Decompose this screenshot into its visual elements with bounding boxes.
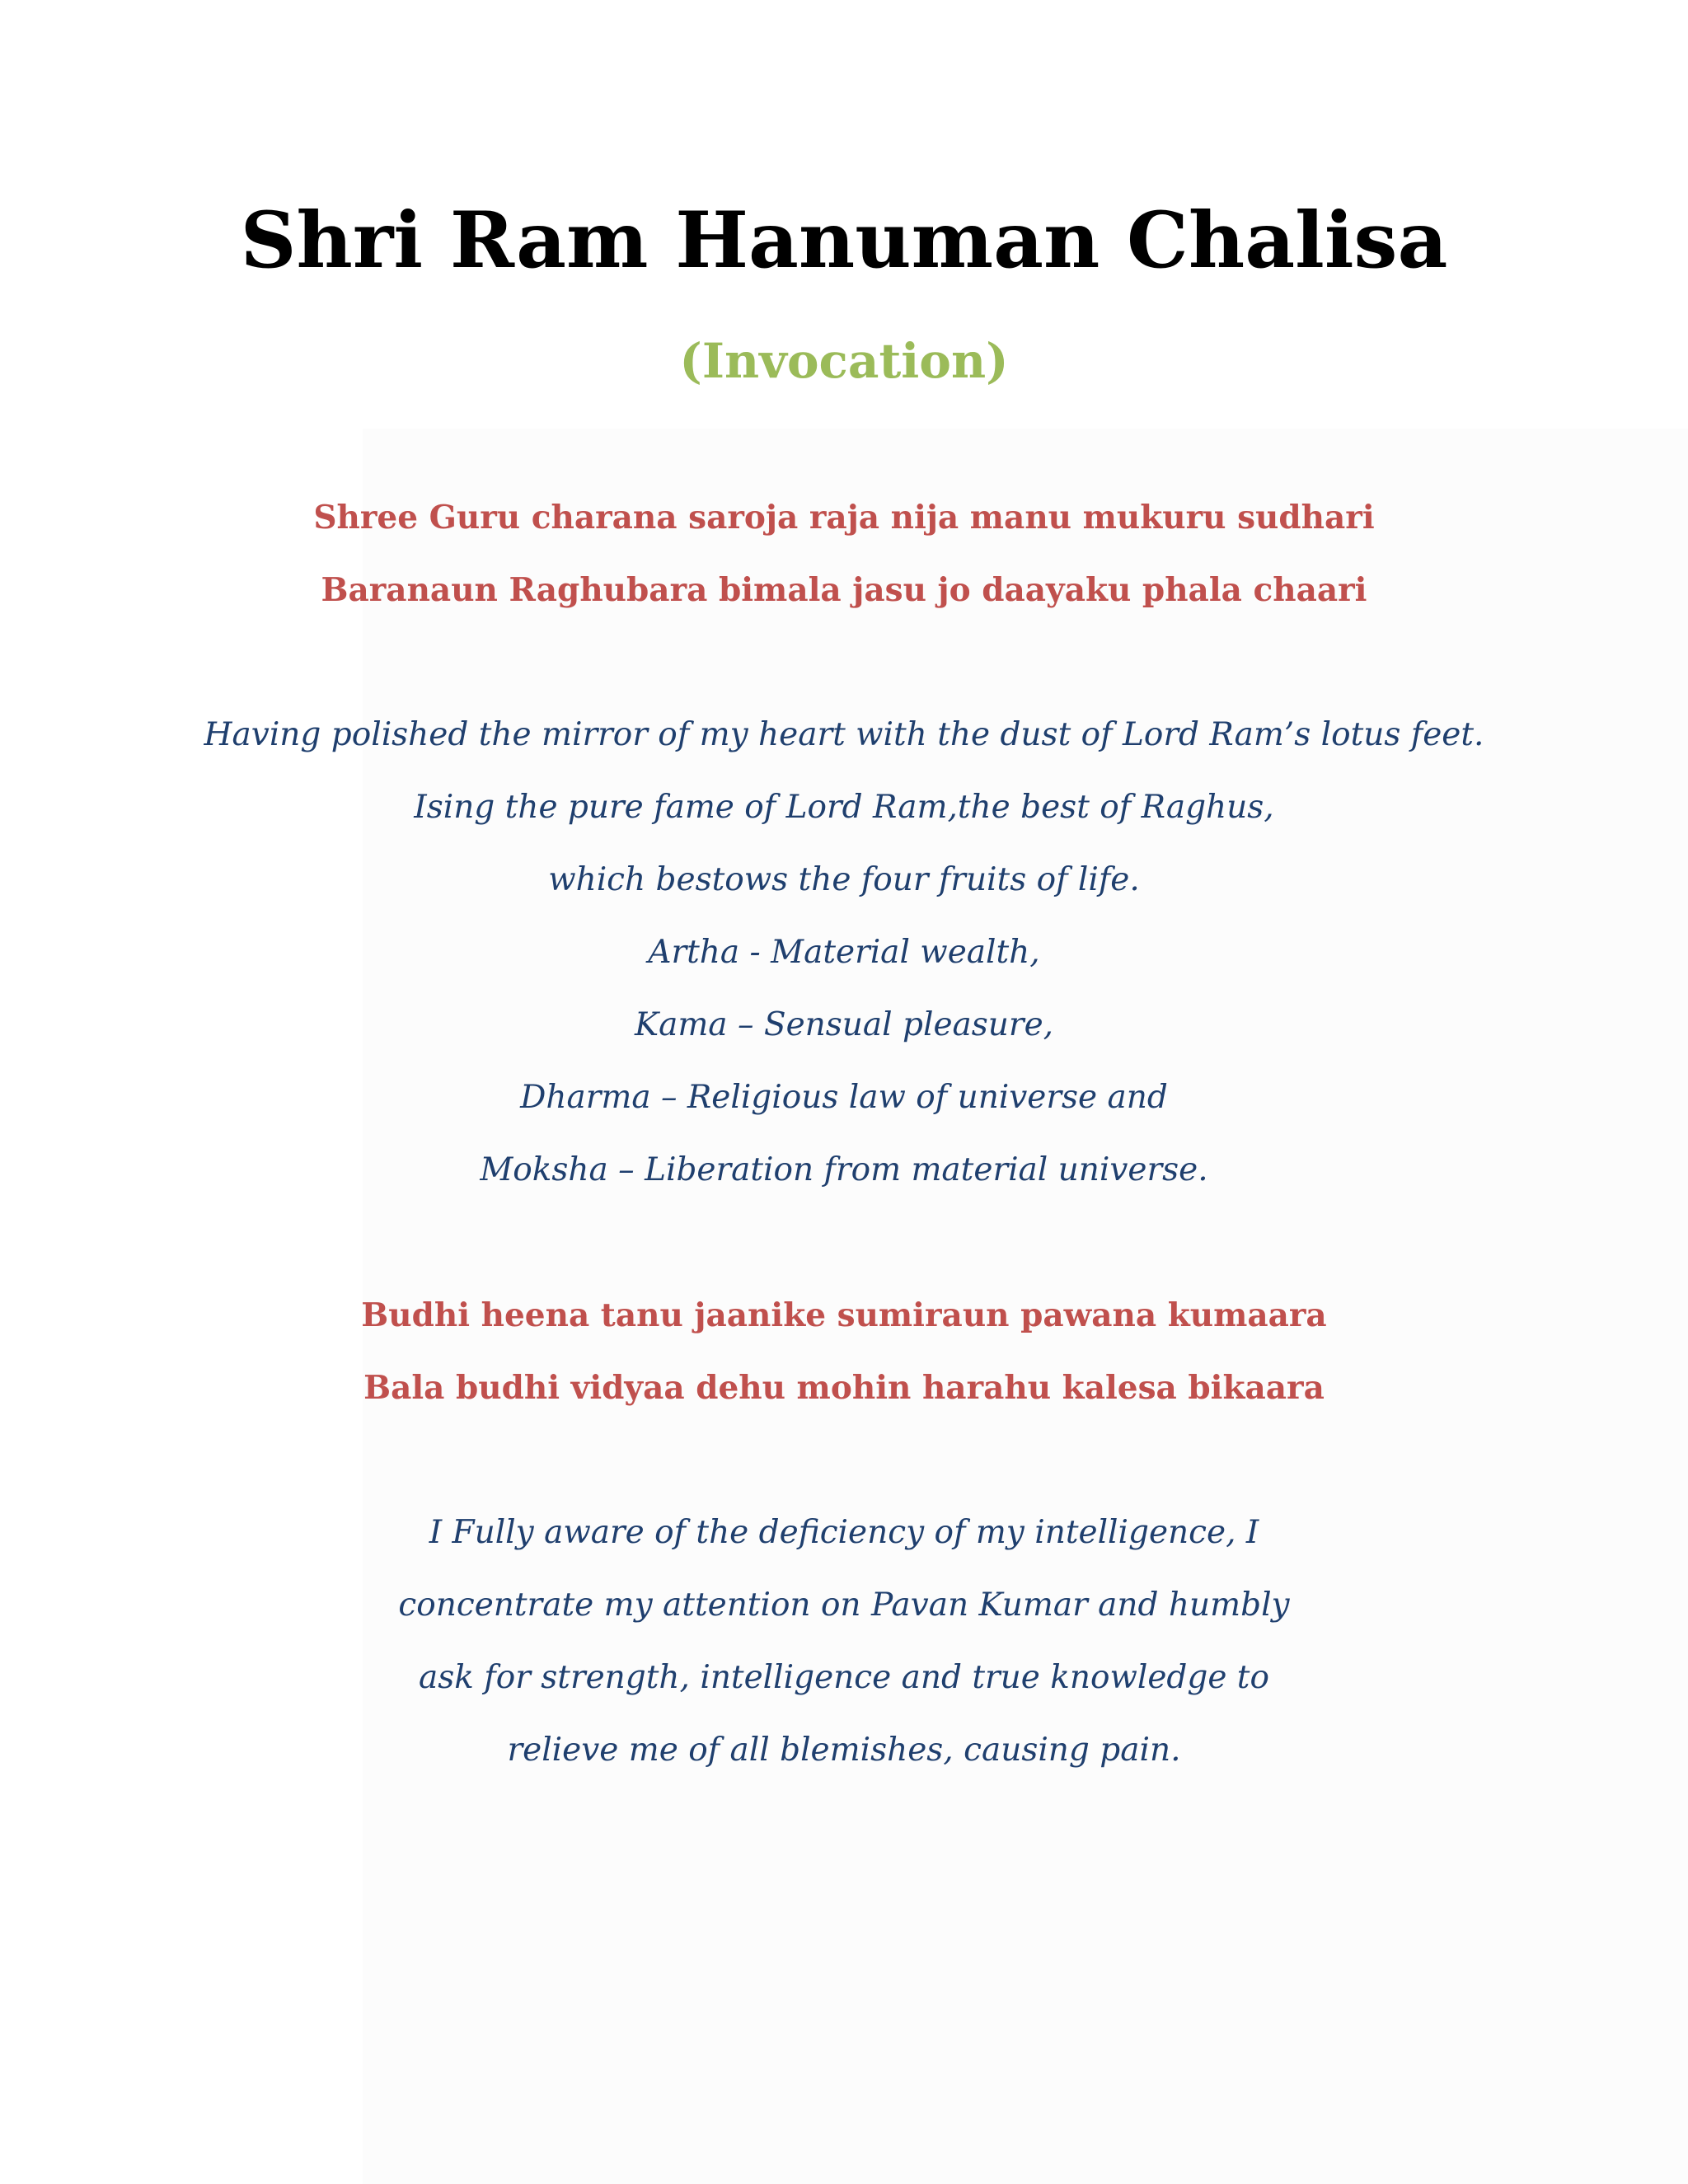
translation-line: Having polished the mirror of my heart with the dust of Lord Ram’s lotus feet. [204, 716, 1484, 753]
translation-block-2 [0, 1497, 1688, 1787]
translation-line: ask for strength, intelligence and true knowledge to [419, 1659, 1269, 1696]
translation-block-1 [0, 699, 1688, 1207]
translation-line: which bestows the four fruits of life. [548, 861, 1140, 898]
translation-line: I Fully aware of the deficiency of my intelligence, I [429, 1514, 1259, 1551]
verse-block-2 [0, 1279, 1688, 1424]
translation-line: relieve me of all blemishes, causing pain. [507, 1732, 1181, 1769]
translation-line: Kama – Sensual pleasure, [634, 1006, 1054, 1043]
verse-line: Shree Guru charana saroja raja nija manu mukuru sudhari [313, 499, 1375, 537]
translation-line: Artha - Material wealth, [648, 934, 1040, 971]
verse-line: Baranaun Raghubara bimala jasu jo daayaku phala chaari [321, 571, 1367, 609]
translation-line: Moksha – Liberation from material universe. [480, 1151, 1208, 1188]
translation-line: Dharma – Religious law of universe and [520, 1079, 1168, 1116]
page-title: Shri Ram Hanuman Chalisa [240, 195, 1448, 286]
page-subtitle: (Invocation) [679, 333, 1009, 389]
verse-block-1 [0, 481, 1688, 626]
verse-line: Budhi heena tanu jaanike sumiraun pawana kumaara [361, 1296, 1327, 1334]
translation-line: concentrate my attention on Pavan Kumar and humbly [398, 1586, 1290, 1624]
translation-line: Ising the pure fame of Lord Ram,the best of Raghus, [414, 789, 1274, 826]
verse-line: Bala budhi vidyaa dehu mohin harahu kalesa bikaara [363, 1369, 1325, 1407]
